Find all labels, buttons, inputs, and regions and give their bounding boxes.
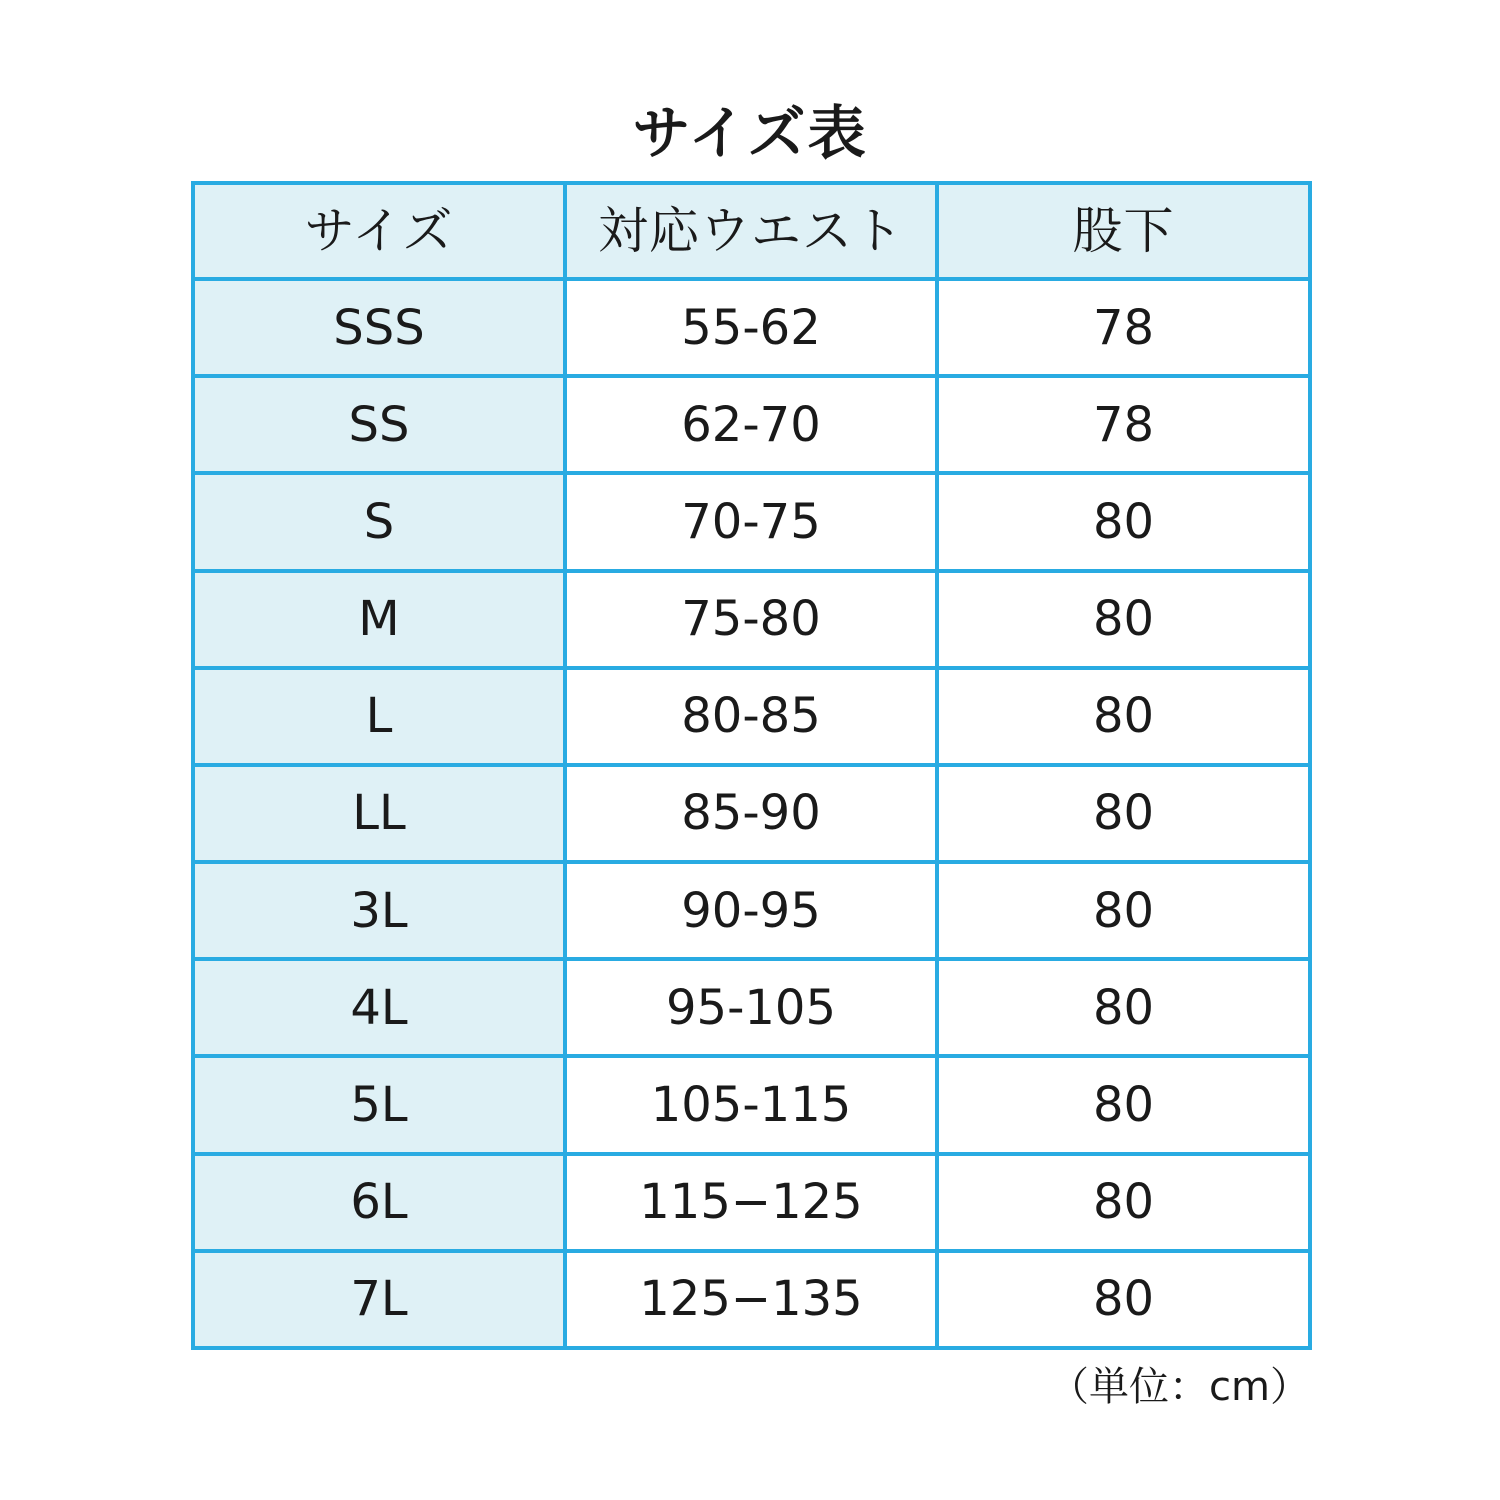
- size-cell: 5L: [193, 1056, 565, 1153]
- header-inseam: 股下: [937, 183, 1310, 279]
- inseam-cell: 80: [937, 1056, 1310, 1153]
- size-cell: SSS: [193, 279, 565, 376]
- table-row: [193, 1154, 1310, 1251]
- waist-cell: 85-90: [565, 765, 937, 862]
- inseam-cell: 80: [937, 862, 1310, 959]
- waist-cell: 105-115: [565, 1056, 937, 1153]
- inseam-cell: 80: [937, 571, 1310, 668]
- inseam-cell: 80: [937, 1251, 1310, 1348]
- table-row: [193, 571, 1310, 668]
- size-cell: M: [193, 571, 565, 668]
- inseam-cell: 78: [937, 376, 1310, 473]
- size-cell: S: [193, 473, 565, 570]
- size-cell: 6L: [193, 1154, 565, 1251]
- table-row: [193, 765, 1310, 862]
- unit-note: （単位：cm）: [1049, 1364, 1310, 1410]
- size-cell: 3L: [193, 862, 565, 959]
- waist-cell: 55-62: [565, 279, 937, 376]
- inseam-cell: 78: [937, 279, 1310, 376]
- table-row: [193, 668, 1310, 765]
- table-row: [193, 1251, 1310, 1348]
- table-row: [193, 376, 1310, 473]
- inseam-cell: 80: [937, 668, 1310, 765]
- inseam-cell: 80: [937, 473, 1310, 570]
- size-cell: LL: [193, 765, 565, 862]
- table-row: [193, 862, 1310, 959]
- header-size: サイズ: [193, 183, 565, 279]
- size-cell: 7L: [193, 1251, 565, 1348]
- inseam-cell: 80: [937, 1154, 1310, 1251]
- size-cell: SS: [193, 376, 565, 473]
- inseam-cell: 80: [937, 959, 1310, 1056]
- table-row: [193, 279, 1310, 376]
- header-waist: 対応ウエスト: [565, 183, 937, 279]
- inseam-cell: 80: [937, 765, 1310, 862]
- waist-cell: 80-85: [565, 668, 937, 765]
- waist-cell: 75-80: [565, 571, 937, 668]
- size-cell: 4L: [193, 959, 565, 1056]
- table-row: [193, 1056, 1310, 1153]
- waist-cell: 95-105: [565, 959, 937, 1056]
- size-cell: L: [193, 668, 565, 765]
- waist-cell: 62-70: [565, 376, 937, 473]
- size-table: [191, 181, 1312, 1350]
- page-title: サイズ表: [632, 99, 868, 167]
- table-row: [193, 473, 1310, 570]
- table-row: [193, 959, 1310, 1056]
- waist-cell: 70-75: [565, 473, 937, 570]
- table-header-row: [193, 183, 1310, 279]
- waist-cell: 90-95: [565, 862, 937, 959]
- waist-cell: 115−125: [565, 1154, 937, 1251]
- waist-cell: 125−135: [565, 1251, 937, 1348]
